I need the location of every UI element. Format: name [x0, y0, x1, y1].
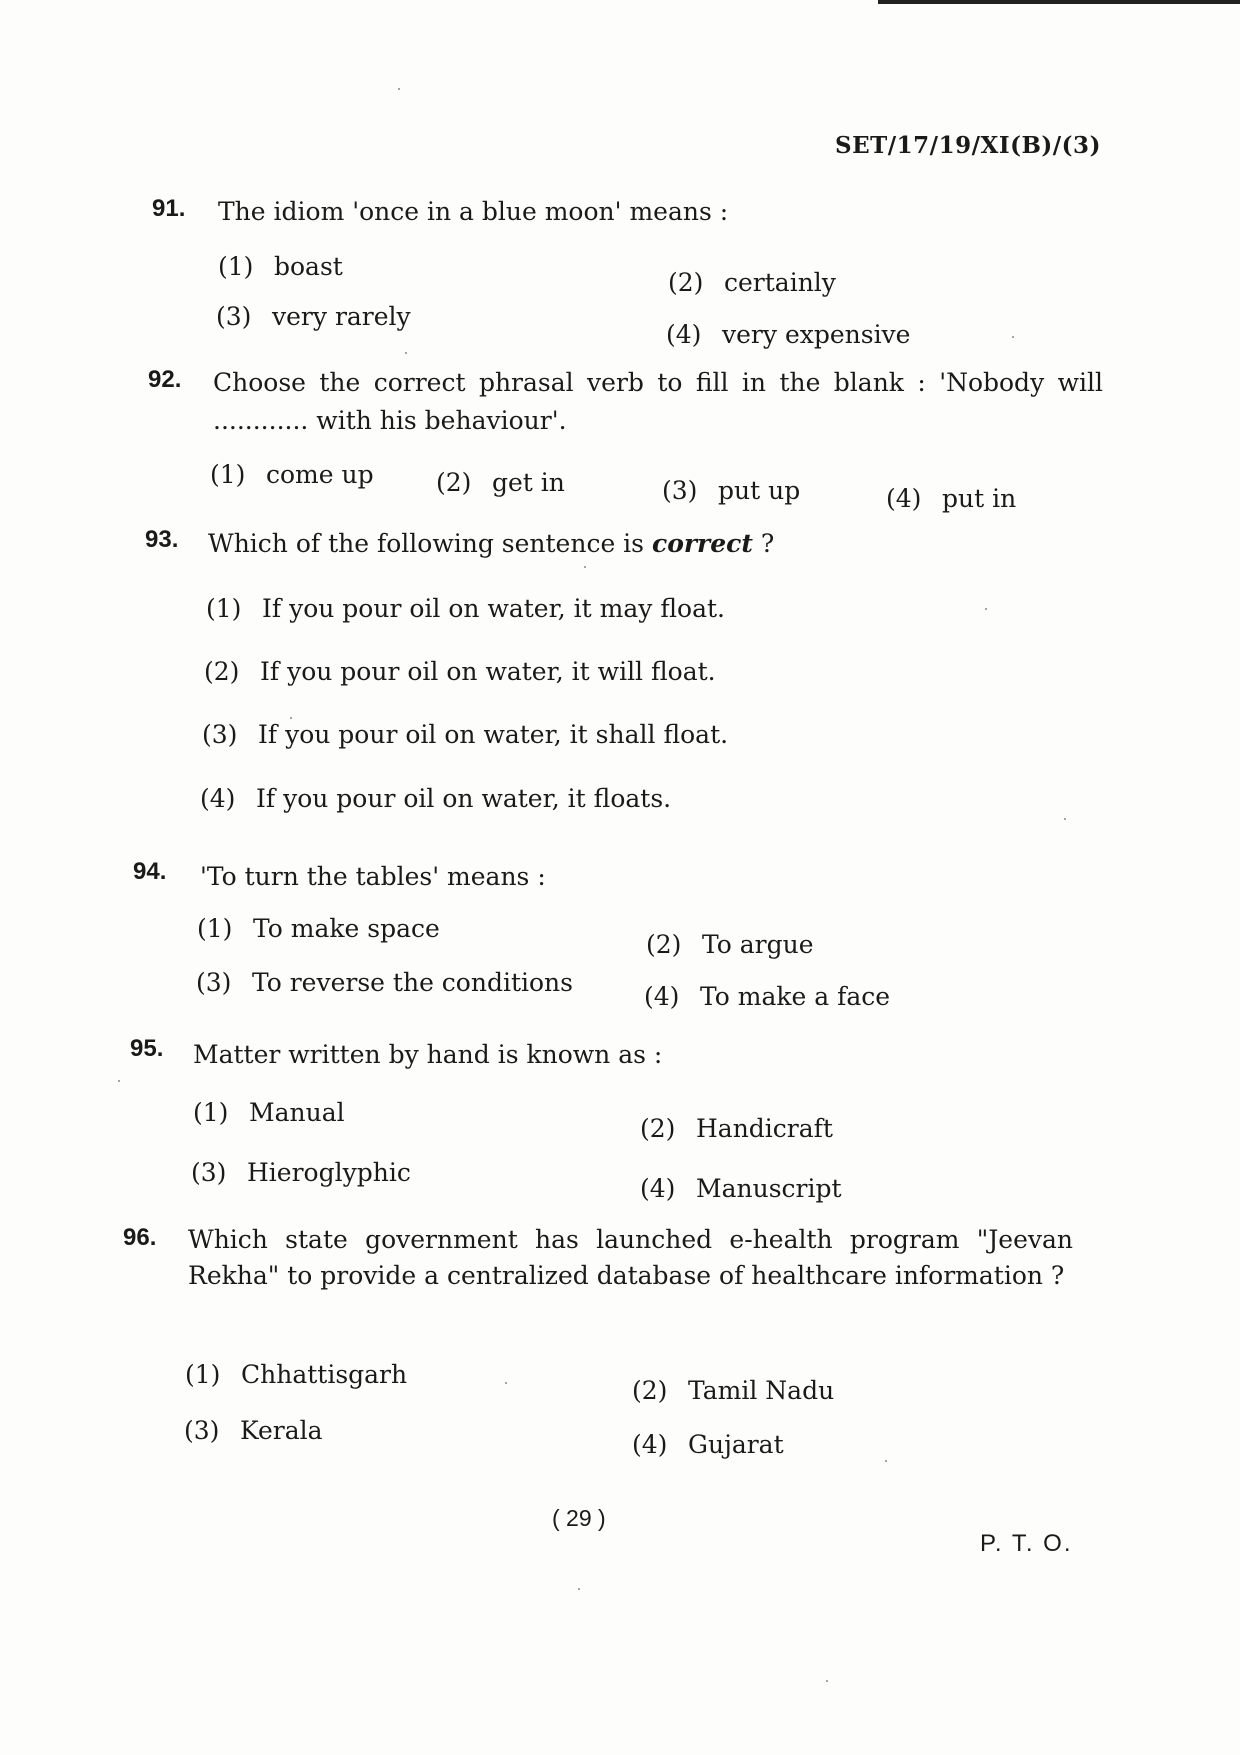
set-code: SET/17/19/XI(B)/(3): [835, 132, 1101, 159]
option-3[interactable]: [216, 302, 411, 331]
option-1[interactable]: [197, 914, 440, 943]
scan-speck: [826, 1680, 828, 1682]
option-text: boast: [274, 252, 343, 281]
option-text: If you pour oil on water, it shall float.: [258, 720, 729, 749]
option-number: (1): [185, 1360, 221, 1389]
option-1[interactable]: [206, 594, 725, 623]
option-1[interactable]: [185, 1360, 407, 1389]
option-text: very rarely: [272, 302, 411, 331]
option-text: put up: [718, 476, 801, 505]
option-2[interactable]: [632, 1376, 834, 1405]
option-1[interactable]: [193, 1098, 345, 1127]
option-number: (4): [644, 982, 680, 1011]
option-text: Kerala: [240, 1416, 323, 1445]
question-text: Choose the correct phrasal verb to fill in the blank : 'Nobody will ............ with his behaviour'.: [213, 368, 1103, 435]
option-4[interactable]: [886, 484, 1016, 513]
scan-speck: [1064, 818, 1066, 820]
option-number: (2): [668, 268, 704, 297]
option-4[interactable]: [200, 784, 671, 813]
question-number: 94.: [133, 858, 167, 885]
option-text: certainly: [724, 268, 836, 297]
question-number: 92.: [148, 366, 182, 393]
option-text: To make space: [253, 914, 440, 943]
option-number: (3): [184, 1416, 220, 1445]
scan-speck: [405, 352, 407, 354]
scan-speck: [1012, 336, 1014, 338]
option-number: (4): [200, 784, 236, 813]
option-4[interactable]: [666, 320, 910, 349]
option-text: put in: [942, 484, 1017, 513]
scan-speck: [985, 608, 987, 610]
question-number: 96.: [123, 1224, 157, 1251]
option-3[interactable]: [662, 476, 800, 505]
option-number: (4): [632, 1430, 668, 1459]
option-2[interactable]: [668, 268, 836, 297]
question-text: [208, 525, 1008, 563]
option-3[interactable]: [184, 1416, 323, 1445]
option-number: (3): [196, 968, 232, 997]
option-4[interactable]: [644, 982, 890, 1011]
scan-speck: [584, 566, 586, 568]
option-3[interactable]: [191, 1158, 411, 1187]
option-1[interactable]: [218, 252, 343, 281]
pto-label: P. T. O.: [980, 1530, 1073, 1557]
option-text: Hieroglyphic: [247, 1158, 411, 1187]
question-text-start: Which of the following sentence is: [208, 529, 652, 558]
option-number: (4): [886, 484, 922, 513]
option-number: (4): [666, 320, 702, 349]
option-number: (4): [640, 1174, 676, 1203]
option-text: Handicraft: [696, 1114, 833, 1143]
question-text: The idiom 'once in a blue moon' means :: [218, 197, 729, 226]
option-text: Gujarat: [688, 1430, 784, 1459]
scan-speck: [118, 1080, 120, 1082]
question-number: 93.: [145, 526, 179, 553]
option-number: (2): [436, 468, 472, 497]
option-text: If you pour oil on water, it will float.: [260, 657, 716, 686]
option-4[interactable]: [632, 1430, 784, 1459]
option-text: very expensive: [722, 320, 911, 349]
option-2[interactable]: [204, 657, 716, 686]
question-number: 95.: [130, 1035, 164, 1062]
option-text: come up: [266, 460, 374, 489]
option-text: If you pour oil on water, it may float.: [262, 594, 725, 623]
option-number: (3): [662, 476, 698, 505]
option-number: (3): [216, 302, 252, 331]
option-2[interactable]: [646, 930, 814, 959]
question-text: Which state government has launched e-health program "Jeevan Rekha" to provide a centralized database of healthcare information ?: [188, 1225, 1073, 1290]
emphasis-word: correct: [651, 529, 753, 558]
option-number: (1): [197, 914, 233, 943]
option-text: To make a face: [700, 982, 891, 1011]
option-1[interactable]: [210, 460, 374, 489]
option-4[interactable]: [640, 1174, 842, 1203]
option-text: get in: [492, 468, 565, 497]
option-number: (2): [640, 1114, 676, 1143]
question-number: 91.: [152, 195, 186, 222]
scan-speck: [505, 1382, 507, 1384]
option-number: (3): [191, 1158, 227, 1187]
option-text: Manual: [249, 1098, 345, 1127]
option-number: (2): [646, 930, 682, 959]
question-text: 'To turn the tables' means :: [200, 862, 546, 891]
option-number: (1): [210, 460, 246, 489]
option-3[interactable]: [202, 720, 728, 749]
option-text: If you pour oil on water, it floats.: [256, 784, 672, 813]
option-number: (1): [193, 1098, 229, 1127]
question-text-end: ?: [752, 529, 775, 558]
scan-speck: [578, 1588, 580, 1590]
option-number: (1): [206, 594, 242, 623]
option-2[interactable]: [640, 1114, 833, 1143]
option-3[interactable]: [196, 968, 573, 997]
top-rule: [878, 0, 1240, 4]
option-number: (3): [202, 720, 238, 749]
option-text: To reverse the conditions: [252, 968, 573, 997]
option-number: (2): [632, 1376, 668, 1405]
option-number: (1): [218, 252, 254, 281]
page-number: ( 29 ): [552, 1505, 606, 1531]
option-text: Tamil Nadu: [688, 1376, 835, 1405]
option-text: Chhattisgarh: [241, 1360, 408, 1389]
option-text: To argue: [702, 930, 814, 959]
option-2[interactable]: [436, 468, 565, 497]
scan-speck: [290, 717, 292, 719]
scan-speck: [885, 1460, 887, 1462]
option-number: (2): [204, 657, 240, 686]
option-text: Manuscript: [696, 1174, 842, 1203]
scan-speck: [398, 88, 400, 90]
question-text: Matter written by hand is known as :: [193, 1040, 663, 1069]
